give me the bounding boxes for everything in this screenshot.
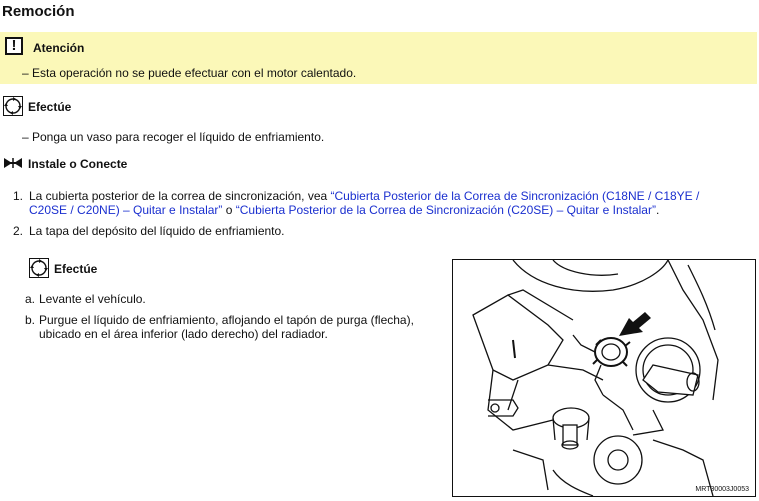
arrow-icon [619,312,651,336]
install-item-1-middle: o [222,203,236,217]
install-item-1-suffix: . [655,203,660,217]
perform-text: – Ponga un vaso para recoger el líquido de enfriamiento. [22,130,325,144]
page-title: Remoción [2,3,75,20]
install-item-1-line2 [29,203,659,217]
install-item-2-text: La tapa del depósito del líquido de enfriamiento. [29,224,285,238]
attention-text: – Esta operación no se puede efectuar con el motor calentado. [22,66,357,80]
figure-code: MRT30003J0053 [695,486,749,493]
perform-item-letter: b. [25,313,36,327]
cycle-icon [29,258,49,278]
link-cover-c20se[interactable]: “Cubierta Posterior de la Correa de Sincronización (C20SE) – Quitar e Instalar” [235,203,656,217]
install-item-num: 2. [13,224,24,238]
perform-label: Efectúe [54,262,98,276]
attention-label: Atención [33,41,85,55]
install-label: Instale o Conecte [28,157,128,171]
install-item-1-prefix: La cubierta posterior de la correa de sincronización, vea [29,189,331,203]
perform-item-a-text: Levante el vehículo. [39,292,146,306]
link-cover-c18ne-cont[interactable]: C20SE / C20NE) – Quitar e Instalar” [29,203,223,217]
radiator-illustration [453,260,755,496]
install-item-num: 1. [13,189,24,203]
perform-item-b-line1: Purgue el líquido de enfriamiento, aflojando el tapón de purga (flecha), [39,313,414,327]
link-cover-c18ne[interactable]: “Cubierta Posterior de la Correa de Sincronización (C18NE / C18YE / [330,189,700,203]
install-item-1-line1 [29,189,754,203]
radiator-drain-figure [452,259,756,497]
perform-item-letter: a. [25,292,36,306]
cycle-icon [3,96,23,116]
perform-label: Efectúe [28,100,72,114]
exclamation-icon: ! [5,37,23,55]
connect-arrows-icon [3,156,23,170]
perform-item-b-line2: ubicado en el área inferior (lado derecho) del radiador. [39,327,328,341]
